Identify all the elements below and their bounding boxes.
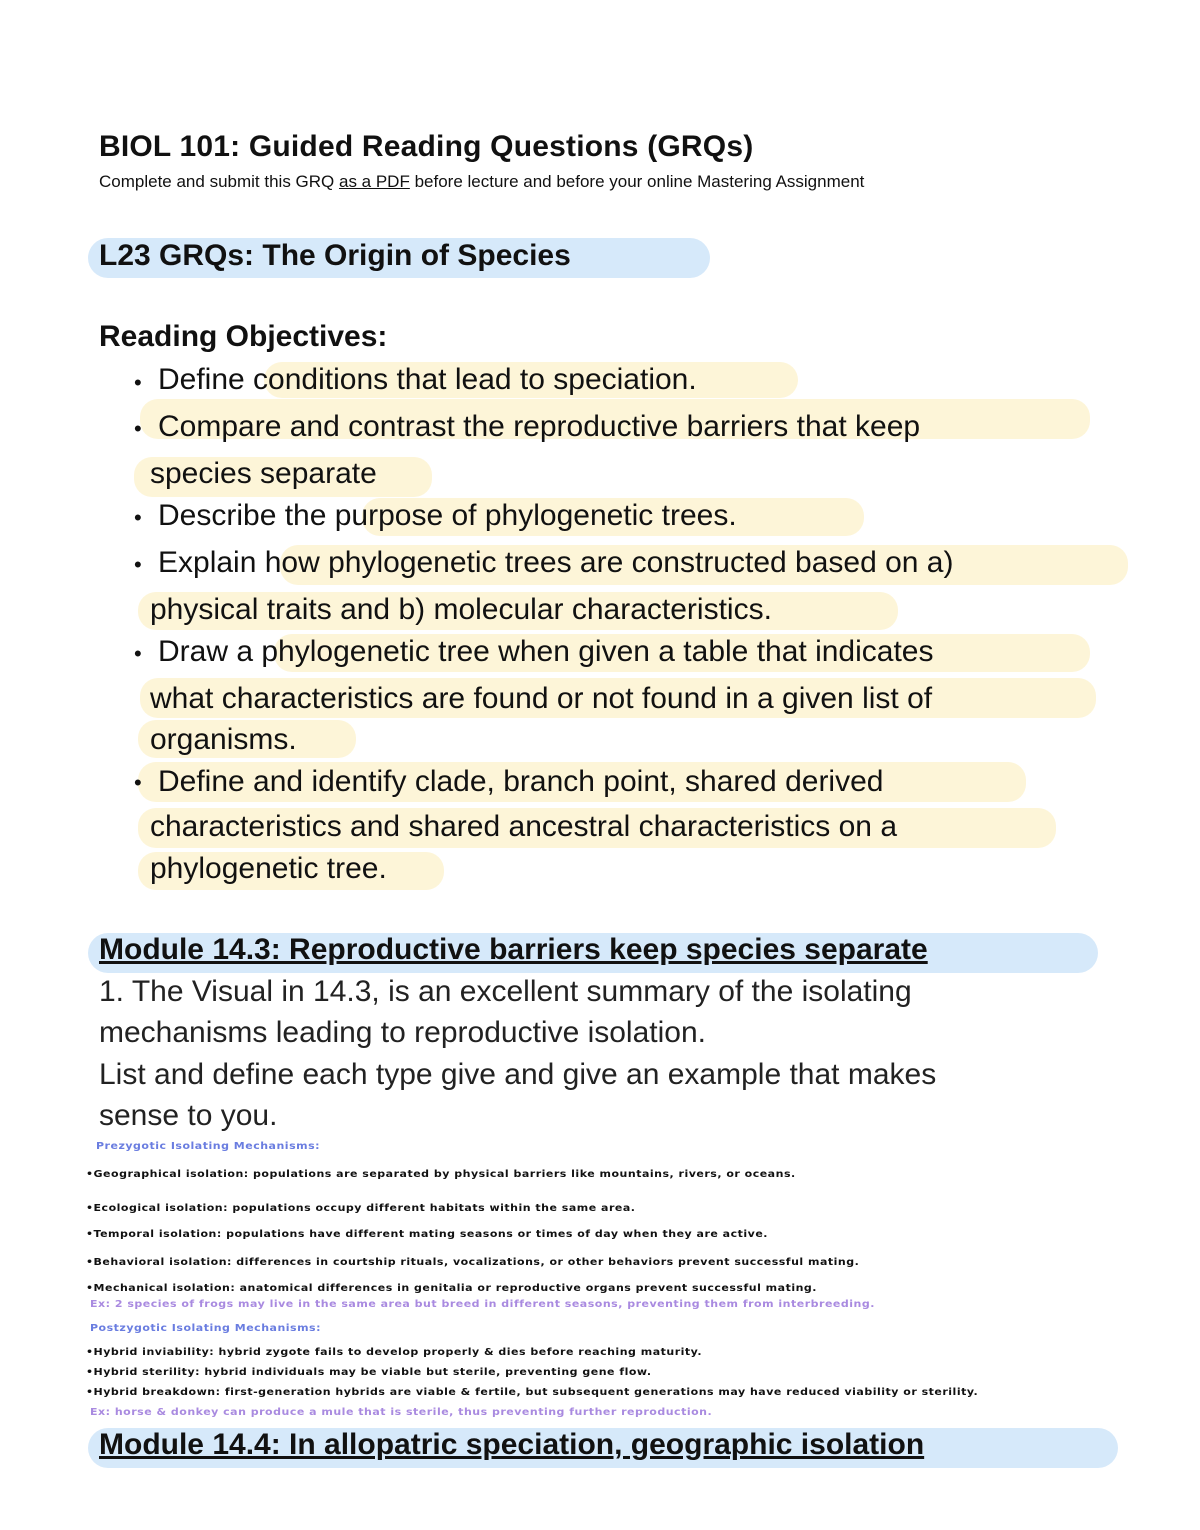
objective-line: Explain how phylogenetic trees are constructed based on a) xyxy=(158,546,954,579)
bullet: • xyxy=(134,770,142,795)
handwritten-line: •Ecological isolation: populations occupy different habitats within the same area. xyxy=(86,1202,636,1214)
handwritten-line: •Hybrid sterility: hybrid individuals may be viable but sterile, preventing gene flow. xyxy=(86,1366,652,1378)
bullet: • xyxy=(134,416,142,441)
question-line: mechanisms leading to reproductive isolation. xyxy=(99,1016,706,1049)
handwritten-line: •Hybrid breakdown: first-generation hybrids are viable & fertile, but subsequent generations may have reduced viability or sterility. xyxy=(86,1386,979,1398)
handwritten-example: Ex: 2 species of frogs may live in the same area but breed in different seasons, preventing them from interbreeding. xyxy=(90,1298,875,1310)
bullet: • xyxy=(134,370,142,395)
objective-line: physical traits and b) molecular characteristics. xyxy=(150,593,772,626)
handwritten-line: •Temporal isolation: populations have different mating seasons or times of day when they are active. xyxy=(86,1228,768,1240)
module-14-3-title: Module 14.3: Reproductive barriers keep species separate xyxy=(99,933,928,966)
handwritten-line: •Geographical isolation: populations are separated by physical barriers like mountains, rivers, or oceans. xyxy=(86,1168,796,1180)
question-line: 1. The Visual in 14.3, is an excellent summary of the isolating xyxy=(99,975,912,1008)
pdf-requirement: as a PDF xyxy=(338,172,410,191)
objective-line: characteristics and shared ancestral characteristics on a xyxy=(150,810,898,843)
objective-line: Define and identify clade, branch point, shared derived xyxy=(158,765,884,798)
handwritten-line: •Hybrid inviability: hybrid zygote fails to develop properly & dies before reaching maturity. xyxy=(86,1346,702,1358)
objective-line: what characteristics are found or not found in a given list of xyxy=(150,682,933,715)
handwritten-heading: Postzygotic Isolating Mechanisms: xyxy=(90,1322,321,1334)
objectives-heading: Reading Objectives: xyxy=(99,320,388,353)
subtitle-before: Complete and submit this GRQ xyxy=(99,172,339,191)
handwritten-heading: Prezygotic Isolating Mechanisms: xyxy=(96,1140,321,1152)
question-line: sense to you. xyxy=(99,1099,278,1132)
document-title: BIOL 101: Guided Reading Questions (GRQs) xyxy=(99,130,754,163)
objective-line: Describe the purpose of phylogenetic trees. xyxy=(158,499,737,532)
bullet: • xyxy=(134,505,142,530)
handwritten-line: •Mechanical isolation: anatomical differences in genitalia or reproductive organs prevent successful mating. xyxy=(86,1282,817,1294)
bullet: • xyxy=(134,552,142,577)
objective-line: Compare and contrast the reproductive barriers that keep xyxy=(158,410,921,443)
objective-line: Define conditions that lead to speciation. xyxy=(158,363,697,396)
handwritten-line: •Behavioral isolation: differences in courtship rituals, vocalizations, or other behaviors prevent successful mating. xyxy=(86,1256,860,1268)
objective-line: organisms. xyxy=(150,723,297,756)
module-14-4-title: Module 14.4: In allopatric speciation, geographic isolation xyxy=(99,1428,925,1461)
bullet: • xyxy=(134,641,142,666)
lecture-title: L23 GRQs: The Origin of Species xyxy=(99,239,571,272)
submission-instructions xyxy=(99,172,864,192)
handwritten-example: Ex: horse & donkey can produce a mule that is sterile, thus preventing further reproduction. xyxy=(90,1406,713,1418)
objective-line: phylogenetic tree. xyxy=(150,852,387,885)
question-line: List and define each type give and give an example that makes xyxy=(99,1058,937,1091)
objective-line: Draw a phylogenetic tree when given a table that indicates xyxy=(158,635,934,668)
subtitle-after: before lecture and before your online Mastering Assignment xyxy=(409,172,865,191)
objective-line: species separate xyxy=(150,457,377,490)
